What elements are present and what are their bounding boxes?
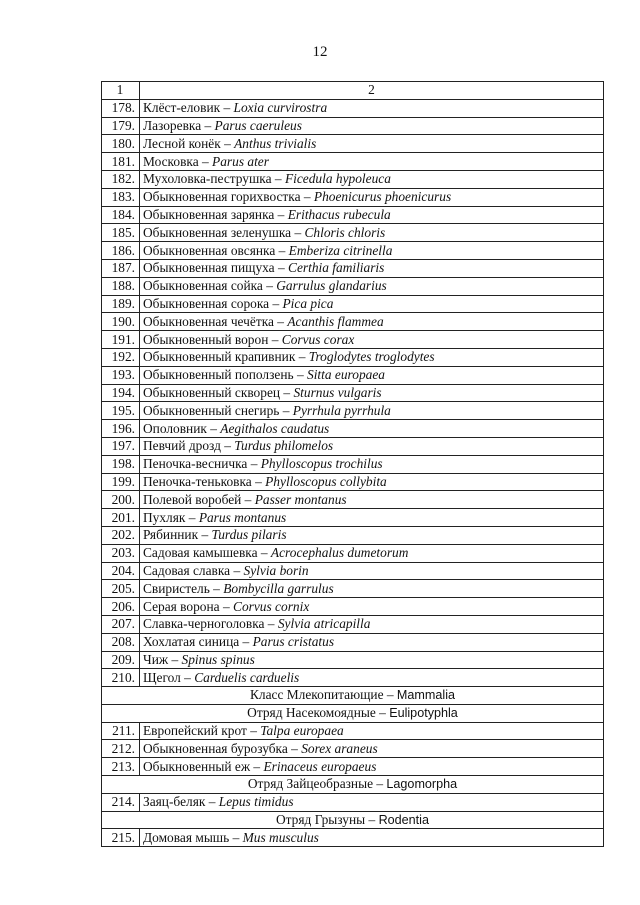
row-number: 209. bbox=[102, 651, 140, 669]
dash-separator: – bbox=[205, 794, 219, 810]
dash-separator: – bbox=[293, 367, 308, 383]
dash-separator: – bbox=[201, 117, 215, 133]
species-latin-name: Passer montanus bbox=[254, 491, 347, 507]
species-common-name: Обыкновенный снегирь bbox=[143, 402, 280, 418]
group-heading-row bbox=[102, 776, 604, 794]
table-row bbox=[102, 437, 604, 455]
dash-separator: – bbox=[251, 473, 266, 489]
species-latin-name: Sylvia borin bbox=[243, 562, 309, 578]
species-common-name: Заяц-беляк bbox=[143, 794, 206, 810]
species-common-name: Обыкновенная зеленушка bbox=[143, 224, 292, 240]
dash-separator: – bbox=[287, 740, 302, 756]
species-latin-name: Sturnus vulgaris bbox=[293, 384, 382, 400]
dash-separator: – bbox=[275, 242, 289, 258]
dash-separator: – bbox=[279, 402, 293, 418]
table-row bbox=[102, 206, 604, 224]
species-cell bbox=[140, 580, 604, 598]
table-row bbox=[102, 633, 604, 651]
species-common-name: Европейский крот bbox=[143, 723, 247, 739]
dash-separator: – bbox=[185, 509, 199, 525]
table-row bbox=[102, 455, 604, 473]
species-common-name: Обыкновенный скворец bbox=[143, 384, 281, 400]
group-heading-row bbox=[102, 704, 604, 722]
species-common-name: Обыкновенная сорока bbox=[143, 295, 270, 311]
species-latin-name: Spinus spinus bbox=[181, 651, 255, 667]
species-common-name: Пеночка-весничка bbox=[143, 456, 248, 472]
species-cell bbox=[140, 117, 604, 135]
species-cell bbox=[140, 669, 604, 687]
table-row bbox=[102, 348, 604, 366]
row-number: 198. bbox=[102, 455, 140, 473]
species-cell bbox=[140, 224, 604, 242]
row-number: 205. bbox=[102, 580, 140, 598]
species-latin-name: Ficedula hypoleuca bbox=[284, 171, 391, 187]
species-latin-name: Corvus corax bbox=[281, 331, 355, 347]
species-latin-name: Erithacus rubecula bbox=[287, 206, 391, 222]
species-common-name: Обыкновенный еж bbox=[143, 758, 251, 774]
species-latin-name: Erinaceus europaeus bbox=[263, 758, 377, 774]
species-latin-name: Mus musculus bbox=[242, 829, 319, 845]
species-latin-name: Corvus cornix bbox=[233, 598, 310, 614]
dash-separator: – bbox=[168, 651, 182, 667]
dash-separator: – bbox=[239, 634, 253, 650]
table-row bbox=[102, 526, 604, 544]
table-row bbox=[102, 722, 604, 740]
species-common-name: Садовая камышевка bbox=[143, 545, 258, 561]
species-latin-name: Chloris chloris bbox=[304, 224, 386, 240]
species-common-name: Свиристель bbox=[143, 580, 210, 596]
species-table-body bbox=[102, 82, 604, 847]
species-cell bbox=[140, 651, 604, 669]
dash-separator: – bbox=[229, 829, 243, 845]
dash-separator: – bbox=[180, 669, 195, 685]
species-cell bbox=[140, 544, 604, 562]
row-number: 213. bbox=[102, 758, 140, 776]
species-common-name: Славка-черноголовка bbox=[143, 616, 265, 632]
row-number: 204. bbox=[102, 562, 140, 580]
species-latin-name: Turdus pilaris bbox=[211, 527, 287, 543]
species-cell bbox=[140, 615, 604, 633]
table-row bbox=[102, 793, 604, 811]
species-common-name: Обыкновенный поползень bbox=[143, 367, 294, 383]
row-number: 190. bbox=[102, 313, 140, 331]
dash-separator: – bbox=[375, 705, 390, 721]
group-name: Отряд Зайцеобразные bbox=[247, 776, 374, 792]
species-common-name: Садовая славка bbox=[143, 562, 231, 578]
dash-separator: – bbox=[209, 580, 224, 596]
row-number: 196. bbox=[102, 420, 140, 438]
species-latin-name: Pica pica bbox=[282, 295, 334, 311]
row-number: 180. bbox=[102, 135, 140, 153]
species-latin-name: Emberiza citrinella bbox=[288, 242, 393, 258]
row-number: 200. bbox=[102, 491, 140, 509]
row-number: 211. bbox=[102, 722, 140, 740]
dash-separator: – bbox=[280, 384, 294, 400]
species-cell bbox=[140, 722, 604, 740]
species-common-name: Мухоловка-пеструшка bbox=[143, 171, 272, 187]
species-cell bbox=[140, 384, 604, 402]
row-number: 188. bbox=[102, 277, 140, 295]
species-latin-name: Sylvia atricapilla bbox=[277, 616, 371, 632]
species-cell bbox=[140, 153, 604, 171]
dash-separator: – bbox=[206, 420, 221, 436]
row-number: 185. bbox=[102, 224, 140, 242]
species-common-name: Обыкновенная горихвостка bbox=[143, 189, 301, 205]
dash-separator: – bbox=[220, 100, 234, 116]
dash-separator: – bbox=[257, 545, 271, 561]
group-heading bbox=[102, 704, 604, 722]
table-row bbox=[102, 580, 604, 598]
species-cell bbox=[140, 99, 604, 117]
species-cell bbox=[140, 188, 604, 206]
species-common-name: Обыкновенная овсянка bbox=[143, 242, 276, 258]
species-latin-name: Garrulus glandarius bbox=[276, 278, 387, 294]
table-row bbox=[102, 313, 604, 331]
table-row bbox=[102, 829, 604, 847]
species-cell bbox=[140, 348, 604, 366]
species-latin-name: Loxia curvirostra bbox=[233, 100, 328, 116]
species-common-name: Лесной конёк bbox=[143, 135, 221, 151]
species-latin-name: Phoenicurus phoenicurus bbox=[313, 189, 452, 205]
species-cell bbox=[140, 509, 604, 527]
species-common-name: Обыкновенная пищуха bbox=[143, 260, 275, 276]
dash-separator: – bbox=[291, 224, 305, 240]
species-common-name: Обыкновенный крапивник bbox=[143, 349, 296, 365]
species-cell bbox=[140, 740, 604, 758]
dash-separator: – bbox=[383, 687, 397, 703]
row-number: 184. bbox=[102, 206, 140, 224]
species-cell bbox=[140, 455, 604, 473]
table-row bbox=[102, 669, 604, 687]
table-row bbox=[102, 153, 604, 171]
row-number: 187. bbox=[102, 259, 140, 277]
row-number: 199. bbox=[102, 473, 140, 491]
species-cell bbox=[140, 758, 604, 776]
dash-separator: – bbox=[198, 527, 212, 543]
row-number: 208. bbox=[102, 633, 140, 651]
species-latin-name: Parus montanus bbox=[198, 509, 287, 525]
species-latin-name: Phylloscopus trochilus bbox=[260, 456, 383, 472]
species-latin-name: Sitta europaea bbox=[307, 367, 385, 383]
species-common-name: Ополовник bbox=[143, 420, 207, 436]
species-cell bbox=[140, 366, 604, 384]
row-number: 192. bbox=[102, 348, 140, 366]
species-cell bbox=[140, 491, 604, 509]
table-row bbox=[102, 366, 604, 384]
dash-separator: – bbox=[220, 438, 235, 454]
group-heading bbox=[102, 687, 604, 705]
dash-separator: – bbox=[219, 598, 234, 614]
table-row bbox=[102, 651, 604, 669]
dash-separator: – bbox=[247, 456, 261, 472]
dash-separator: – bbox=[365, 812, 379, 828]
dash-separator: – bbox=[295, 349, 309, 365]
table-row bbox=[102, 740, 604, 758]
species-cell bbox=[140, 526, 604, 544]
species-cell bbox=[140, 242, 604, 260]
group-heading-row bbox=[102, 687, 604, 705]
species-common-name: Обыкновенная сойка bbox=[143, 278, 263, 294]
species-cell bbox=[140, 402, 604, 420]
row-number: 197. bbox=[102, 437, 140, 455]
species-common-name: Обыкновенная зарянка bbox=[143, 206, 275, 222]
row-number: 189. bbox=[102, 295, 140, 313]
dash-separator: – bbox=[262, 278, 277, 294]
row-number: 202. bbox=[102, 526, 140, 544]
row-number: 179. bbox=[102, 117, 140, 135]
species-cell bbox=[140, 420, 604, 438]
species-latin-name: Talpa europaea bbox=[260, 723, 344, 739]
species-common-name: Щегол bbox=[143, 669, 181, 685]
row-number: 181. bbox=[102, 153, 140, 171]
species-latin-name: Turdus philomelos bbox=[234, 438, 334, 454]
species-common-name: Клёст-еловик bbox=[143, 100, 221, 116]
table-row bbox=[102, 135, 604, 153]
group-heading bbox=[102, 776, 604, 794]
dash-separator: – bbox=[269, 295, 283, 311]
row-number: 178. bbox=[102, 99, 140, 117]
dash-separator: – bbox=[300, 189, 314, 205]
table-row bbox=[102, 598, 604, 616]
species-common-name: Обыкновенная чечётка bbox=[143, 313, 274, 329]
page-number: 12 bbox=[312, 44, 328, 60]
table-header-row bbox=[102, 82, 604, 100]
species-common-name: Рябинник bbox=[143, 527, 199, 543]
table-row bbox=[102, 615, 604, 633]
species-latin-name: Parus caeruleus bbox=[214, 117, 302, 133]
table-row bbox=[102, 509, 604, 527]
row-number: 191. bbox=[102, 331, 140, 349]
row-number: 212. bbox=[102, 740, 140, 758]
table-row bbox=[102, 544, 604, 562]
dash-separator: – bbox=[274, 260, 289, 276]
table-row bbox=[102, 331, 604, 349]
group-latin-name: Mammalia bbox=[396, 688, 456, 703]
species-latin-name: Pyrrhula pyrrhula bbox=[292, 402, 391, 418]
table-row bbox=[102, 242, 604, 260]
table-row bbox=[102, 117, 604, 135]
species-latin-name: Parus cristatus bbox=[252, 634, 335, 650]
row-number: 183. bbox=[102, 188, 140, 206]
species-cell bbox=[140, 277, 604, 295]
dash-separator: – bbox=[268, 331, 282, 347]
species-latin-name: Parus ater bbox=[212, 153, 269, 169]
row-number: 201. bbox=[102, 509, 140, 527]
species-latin-name: Aegithalos caudatus bbox=[220, 420, 330, 436]
table-row bbox=[102, 420, 604, 438]
species-cell bbox=[140, 598, 604, 616]
group-name: Класс Млекопитающие bbox=[249, 687, 384, 703]
species-common-name: Домовая мышь bbox=[143, 829, 230, 845]
dash-separator: – bbox=[230, 562, 244, 578]
dash-separator: – bbox=[271, 171, 285, 187]
species-cell bbox=[140, 437, 604, 455]
table-row bbox=[102, 562, 604, 580]
header-col-2: 2 bbox=[140, 82, 604, 100]
species-cell bbox=[140, 170, 604, 188]
species-common-name: Лазоревка bbox=[143, 117, 202, 133]
species-common-name: Чиж bbox=[143, 651, 169, 667]
species-latin-name: Anthus trivialis bbox=[234, 135, 317, 151]
table-row bbox=[102, 99, 604, 117]
row-number: 207. bbox=[102, 615, 140, 633]
group-name: Отряд Насекомоядные bbox=[247, 705, 376, 721]
species-table bbox=[101, 81, 604, 847]
group-latin-name: Lagomorpha bbox=[386, 777, 458, 792]
table-row bbox=[102, 491, 604, 509]
group-heading-row bbox=[102, 811, 604, 829]
species-common-name: Обыкновенный ворон bbox=[143, 331, 269, 347]
species-cell bbox=[140, 135, 604, 153]
dash-separator: – bbox=[273, 313, 288, 329]
species-latin-name: Lepus timidus bbox=[218, 794, 294, 810]
row-number: 206. bbox=[102, 598, 140, 616]
species-cell bbox=[140, 829, 604, 847]
species-common-name: Пеночка-теньковка bbox=[143, 473, 252, 489]
table-row bbox=[102, 402, 604, 420]
row-number: 214. bbox=[102, 793, 140, 811]
species-common-name: Полевой воробей bbox=[143, 491, 242, 507]
row-number: 186. bbox=[102, 242, 140, 260]
species-latin-name: Sorex araneus bbox=[301, 740, 378, 756]
species-common-name: Пухляк bbox=[143, 509, 186, 525]
species-common-name: Обыкновенная бурозубка bbox=[143, 740, 288, 756]
species-common-name: Певчий дрозд bbox=[143, 438, 221, 454]
table-row bbox=[102, 758, 604, 776]
dash-separator: – bbox=[373, 776, 387, 792]
species-latin-name: Troglodytes troglodytes bbox=[308, 349, 435, 365]
row-number: 210. bbox=[102, 669, 140, 687]
row-number: 215. bbox=[102, 829, 140, 847]
species-cell bbox=[140, 633, 604, 651]
group-heading bbox=[102, 811, 604, 829]
species-cell bbox=[140, 473, 604, 491]
row-number: 194. bbox=[102, 384, 140, 402]
row-number: 203. bbox=[102, 544, 140, 562]
row-number: 195. bbox=[102, 402, 140, 420]
table-row bbox=[102, 224, 604, 242]
table-row bbox=[102, 188, 604, 206]
table-row bbox=[102, 473, 604, 491]
table-row bbox=[102, 170, 604, 188]
species-latin-name: Phylloscopus collybita bbox=[265, 473, 387, 489]
species-common-name: Хохлатая синица bbox=[143, 634, 240, 650]
group-name: Отряд Грызуны bbox=[276, 812, 366, 828]
species-common-name: Московка bbox=[143, 153, 199, 169]
species-cell bbox=[140, 295, 604, 313]
species-latin-name: Bombycilla garrulus bbox=[223, 580, 334, 596]
header-col-1: 1 bbox=[102, 82, 140, 100]
species-cell bbox=[140, 206, 604, 224]
species-cell bbox=[140, 793, 604, 811]
dash-separator: – bbox=[241, 491, 255, 507]
species-cell bbox=[140, 331, 604, 349]
group-latin-name: Rodentia bbox=[378, 813, 429, 828]
dash-separator: – bbox=[250, 758, 264, 774]
species-common-name: Серая ворона bbox=[143, 598, 220, 614]
table-row bbox=[102, 384, 604, 402]
dash-separator: – bbox=[264, 616, 278, 632]
table-row bbox=[102, 277, 604, 295]
table-row bbox=[102, 295, 604, 313]
species-latin-name: Acanthis flammea bbox=[287, 313, 384, 329]
species-latin-name: Carduelis carduelis bbox=[194, 669, 300, 685]
dash-separator: – bbox=[220, 135, 235, 151]
species-latin-name: Certhia familiaris bbox=[288, 260, 385, 276]
dash-separator: – bbox=[274, 206, 288, 222]
species-cell bbox=[140, 313, 604, 331]
dash-separator: – bbox=[246, 723, 261, 739]
row-number: 182. bbox=[102, 170, 140, 188]
table-row bbox=[102, 259, 604, 277]
group-latin-name: Eulipotyphla bbox=[389, 706, 458, 721]
row-number: 193. bbox=[102, 366, 140, 384]
species-cell bbox=[140, 259, 604, 277]
species-cell bbox=[140, 562, 604, 580]
species-latin-name: Acrocephalus dumetorum bbox=[270, 545, 409, 561]
dash-separator: – bbox=[198, 153, 213, 169]
